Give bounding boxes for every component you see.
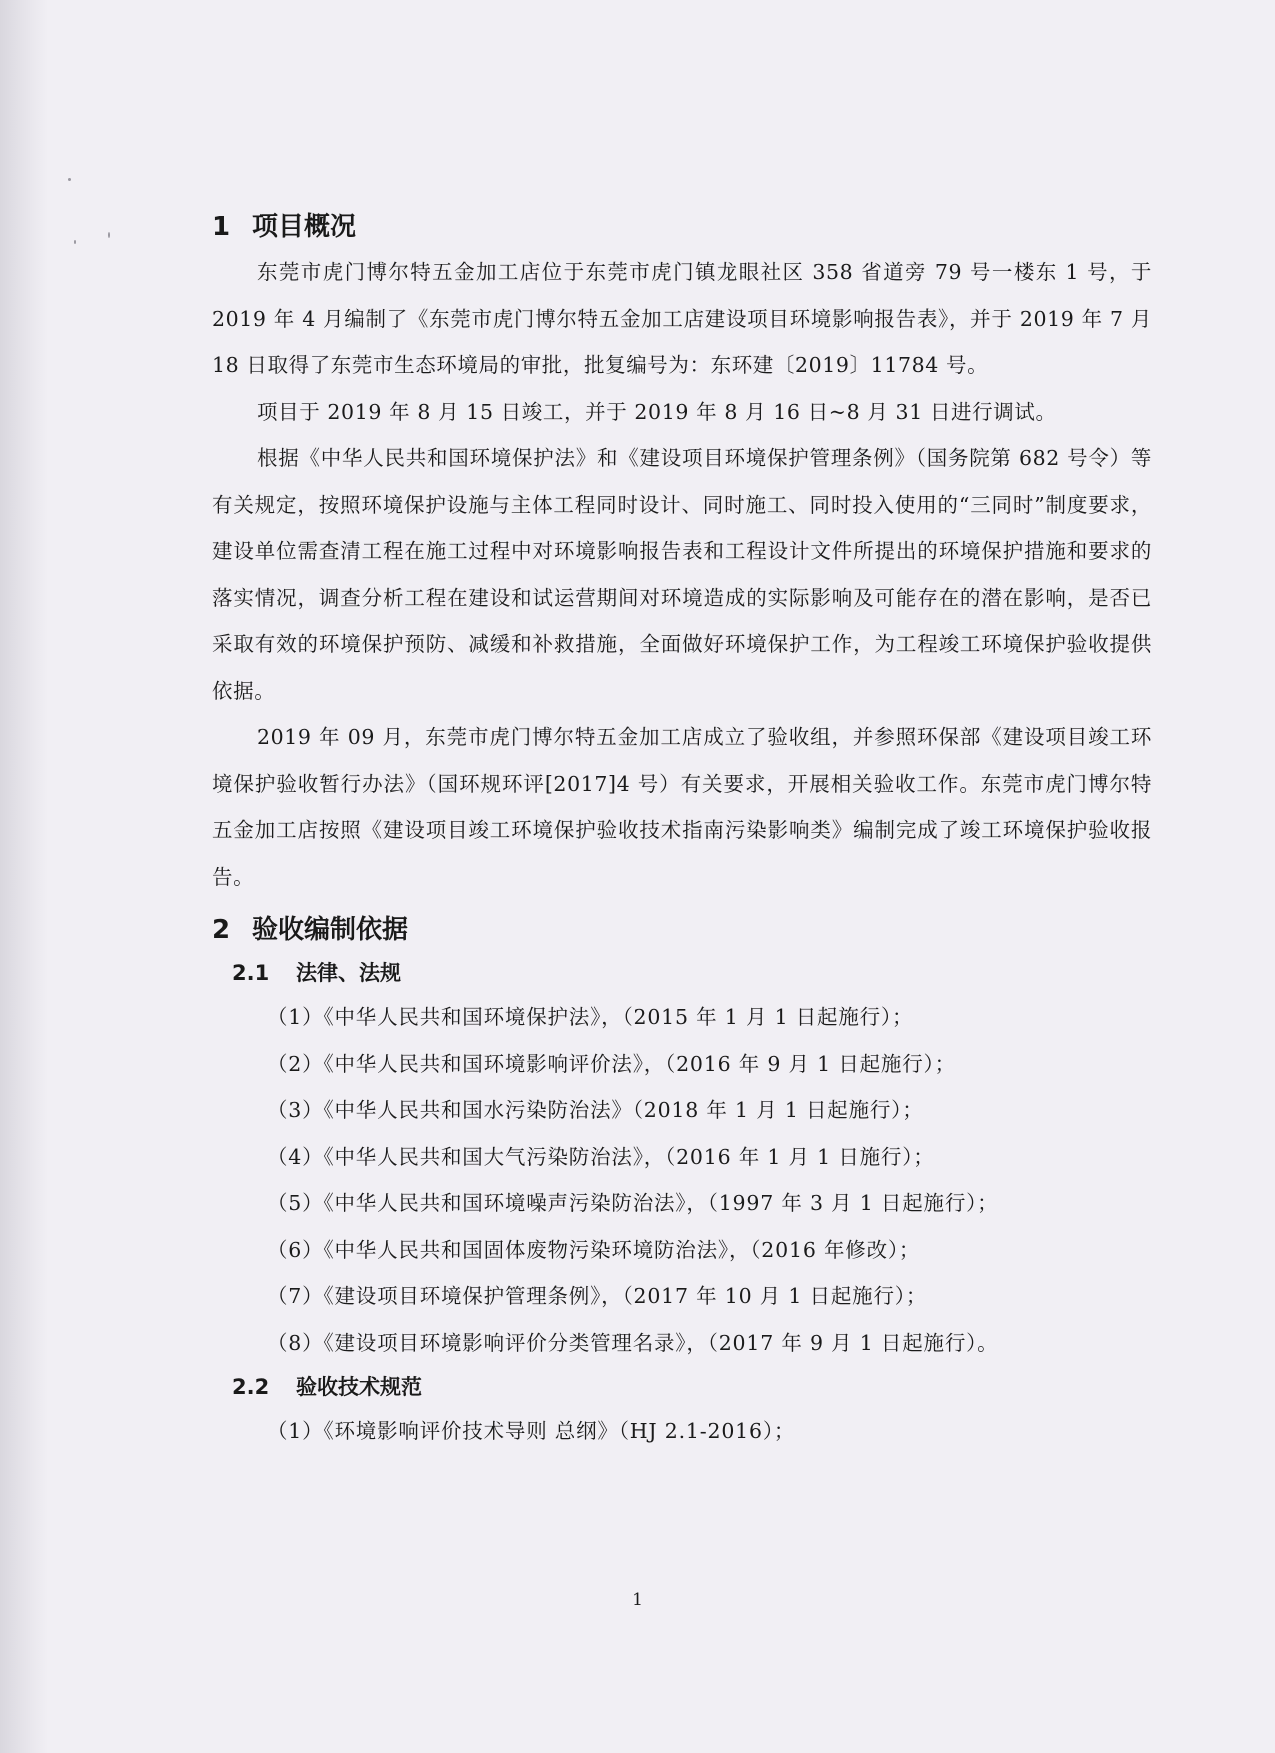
- document-body: [212, 205, 1152, 1455]
- law-list-item: （2）《中华人民共和国环境影响评价法》，（2016 年 9 月 1 日起施行）；: [267, 1051, 956, 1076]
- subsection-number: 2.1: [232, 961, 270, 985]
- law-list-item: （6）《中华人民共和国固体废物污染环境防治法》，（2016 年修改）；: [267, 1237, 921, 1262]
- section-title: 项目概况: [252, 212, 357, 242]
- subsection-number: 2.2: [232, 1375, 270, 1399]
- law-list-item: （3）《中华人民共和国水污染防治法》（2018 年 1 月 1 日起施行）；: [267, 1098, 924, 1122]
- paragraph: 2019 年 09 月，东莞市虎门博尔特五金加工店成立了验收组，并参照环保部《建设项目竣工环境保护验收暂行办法》（国环规环评[2017]4 号）有关要求，开展相关验收工作。东莞市虎门博尔特五金加工店按照《建设项目竣工环境保护验收技术指南污染影响类》编制完成了竣工环境保护验收报告。: [212, 725, 1152, 889]
- standard-list-item: （1）《环境影响评价技术导则 总纲》（HJ 2.1-2016）；: [267, 1419, 796, 1443]
- paragraph: 项目于 2019 年 8 月 15 日竣工，并于 2019 年 8 月 16 日~8 月 31 日进行调试。: [257, 399, 1057, 424]
- law-list-item: （4）《中华人民共和国大气污染防治法》，（2016 年 1 月 1 日施行）；: [267, 1144, 935, 1169]
- paragraph: 根据《中华人民共和国环境保护法》和《建设项目环境保护管理条例》（国务院第 682 号令）等有关规定，按照环境保护设施与主体工程同时设计、同时施工、同时投入使用的“三同时”制度要求，建设单位需查清工程在施工过程中对环境影响报告表和工程设计文件所提出的环境保护措施和要求的落实情况，调查分析工程在建设和试运营期间对环境造成的实际影响及可能存在的潜在影响，是否已采取有效的环境保护预防、减缓和补救措施，全面做好环境保护工作，为工程竣工环境保护验收提供依据。: [212, 446, 1152, 703]
- scan-speck: [108, 232, 110, 238]
- paragraph: 东莞市虎门博尔特五金加工店位于东莞市虎门镇龙眼社区 358 省道旁 79 号一楼东 1 号，于 2019 年 4 月编制了《东莞市虎门博尔特五金加工店建设项目环境影响报告表》，并于 2019 年 7 月 18 日取得了东莞市生态环境局的审批，批复编号为：东环建〔2019〕11784 号。: [212, 260, 1152, 377]
- section-heading: [212, 908, 1152, 952]
- subsection-title: 法律、法规: [296, 961, 401, 985]
- subsection-heading: [212, 1366, 1152, 1408]
- subsection-heading: [212, 952, 1152, 994]
- law-list-item: （7）《建设项目环境保护管理条例》，（2017 年 10 月 1 日起施行）；: [267, 1284, 928, 1308]
- scan-speck: [74, 240, 76, 244]
- section-heading: [212, 205, 1152, 249]
- law-list-item: （5）《中华人民共和国环境噪声污染防治法》，（1997 年 3 月 1 日起施行）；: [267, 1191, 999, 1215]
- section-number: 1: [212, 212, 231, 242]
- scan-edge-shadow: [0, 0, 48, 1753]
- page-number: 1: [632, 1590, 643, 1610]
- subsection-title: 验收技术规范: [296, 1375, 422, 1399]
- law-list-item: （8）《建设项目环境影响评价分类管理名录》，（2017 年 9 月 1 日起施行）。: [267, 1330, 999, 1355]
- law-list-item: （1）《中华人民共和国环境保护法》，（2015 年 1 月 1 日起施行）；: [267, 1005, 914, 1029]
- section-title: 验收编制依据: [252, 915, 409, 945]
- scan-speck: [68, 178, 71, 181]
- section-number: 2: [212, 915, 231, 945]
